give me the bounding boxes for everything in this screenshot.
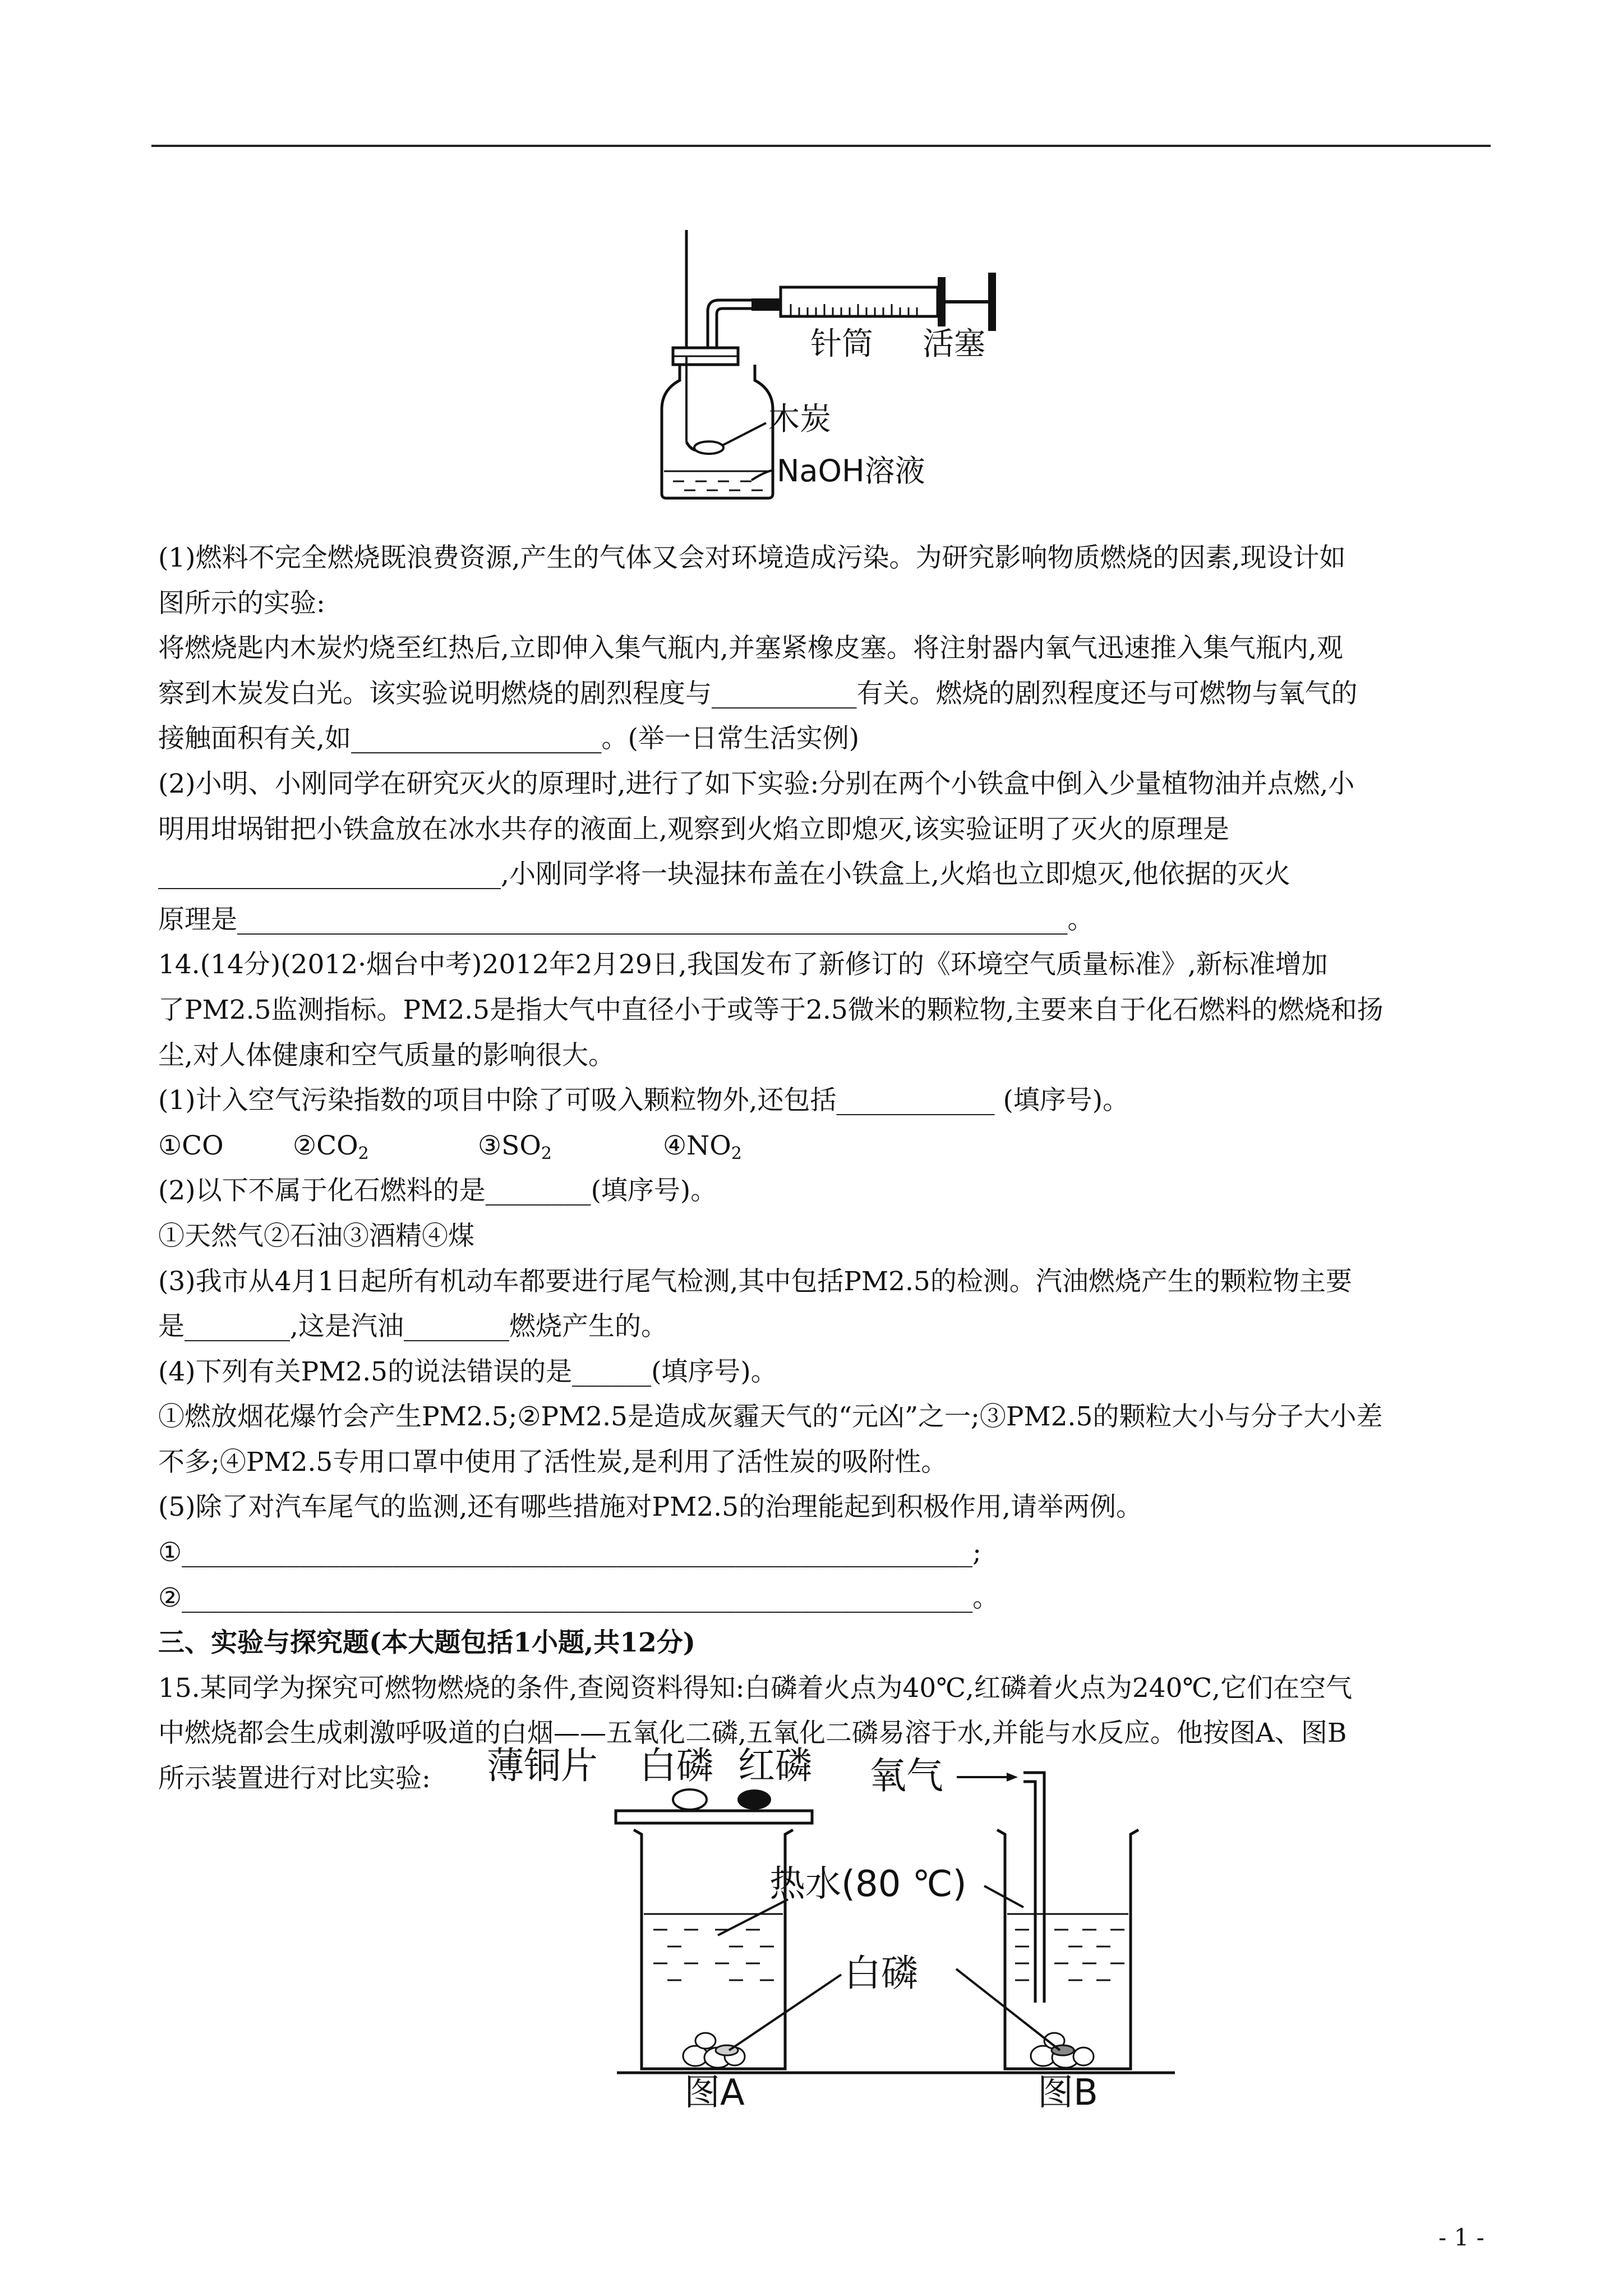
copper-sheet-label: 薄铜片 xyxy=(487,1745,598,1787)
syringe-label: 针筒 xyxy=(810,326,873,362)
option-co: ①CO xyxy=(158,1130,224,1161)
plunger-label: 活塞 xyxy=(923,326,985,362)
q13-p1-line2: 图所示的实验: xyxy=(158,587,325,619)
q14-sub3-line2: 是________,这是汽油________燃烧产生的。 xyxy=(158,1311,667,1342)
q14-sub4-line1: ①燃放烟花爆竹会产生PM2.5;②PM2.5是造成灰霾天气的“元凶”之一;③PM2.5的颗粒大小与分子大小差 xyxy=(158,1401,1383,1433)
q14-sub1-options xyxy=(158,1124,1496,1169)
q14-sub5-answer1: ①____________________________________________________________; xyxy=(158,1537,981,1568)
q13-p2-line1: (2)小明、小刚同学在研究灭火的原理时,进行了如下实验:分别在两个小铁盒中倒入少量植物油并点燃,小 xyxy=(158,768,1355,799)
hot-water-label: 热水(80 ℃) xyxy=(769,1864,967,1905)
q14-sub2: (2)以下不属于化石燃料的是________(填序号)。 xyxy=(158,1175,717,1207)
option-coal: ④煤 xyxy=(422,1220,474,1251)
q14-sub4: (4)下列有关PM2.5的说法错误的是______(填序号)。 xyxy=(158,1356,777,1387)
caption-figure-b: 图B xyxy=(1038,2072,1098,2109)
caption-figure-a: 图A xyxy=(684,2072,745,2109)
option-so2: $③SO_2$ xyxy=(478,1130,552,1163)
q15-line1: 15.某同学为探究可燃物燃烧的条件,查阅资料得知:白磷着火点为40℃,红磷着火点为240℃,它们在空气 xyxy=(158,1672,1353,1704)
white-phosphorus-label: 白磷 xyxy=(639,1745,713,1787)
q13-p1-line1: (1)燃料不完全燃烧既浪费资源,产生的气体又会对环境造成污染。为研究影响物质燃烧的因素,现设计如 xyxy=(158,542,1346,573)
figure-phosphorus-experiment xyxy=(482,1745,1189,2109)
q14-sub1: (1)计入空气污染指数的项目中除了可吸入颗粒物外,还包括____________ (填序号)。 xyxy=(158,1085,1129,1116)
q13-p1-line3: 将燃烧匙内木炭灼烧至红热后,立即伸入集气瓶内,并塞紧橡皮塞。将注射器内氧气迅速推入集气瓶内,观 xyxy=(158,633,1343,664)
white-phosphorus-bottom-label: 白磷 xyxy=(844,1952,918,1995)
option-alcohol: ③酒精 xyxy=(343,1220,422,1251)
section-heading: 三、实验与探究题(本大题包括1小题,共12分) xyxy=(158,1627,695,1659)
q14-sub5: (5)除了对汽车尾气的监测,还有哪些措施对PM2.5的治理能起到积极作用,请举两例。 xyxy=(158,1492,1142,1523)
q13-p1-line4: 察到木炭发白光。该实验说明燃烧的剧烈程度与___________有关。燃烧的剧烈程度还与可燃物与氧气的 xyxy=(158,678,1358,709)
option-petroleum: ②石油 xyxy=(264,1220,343,1251)
option-natural-gas: ①天然气 xyxy=(158,1220,264,1251)
option-co2: $②CO_2$ xyxy=(293,1130,369,1163)
question-text xyxy=(158,536,1496,1802)
q14-line2: 了PM2.5监测指标。PM2.5是指大气中直径小于或等于2.5微米的颗粒物,主要来自于化石燃料的燃烧和扬 xyxy=(158,994,1384,1025)
q13-p2-line2: 明用坩埚钳把小铁盒放在冰水共存的液面上,观察到火焰立即熄灭,该实验证明了灭火的原理是 xyxy=(158,813,1229,845)
q13-p1-line5: 接触面积有关,如___________________。(举一日常生活实例) xyxy=(158,723,860,754)
page-number: - 1 - xyxy=(1438,2224,1484,2251)
q15-line2: 中燃烧都会生成刺激呼吸道的白烟——五氧化二磷,五氧化二磷易溶于水,并能与水反应。他按图A、图B xyxy=(158,1718,1347,1749)
q14-line3: 尘,对人体健康和空气质量的影响很大。 xyxy=(158,1039,615,1071)
charcoal-label: 木炭 xyxy=(768,401,831,438)
figure-syringe-apparatus xyxy=(639,230,1032,510)
q14-sub2-options xyxy=(158,1214,1496,1259)
q13-p2-line4: 原理是_______________________________________________________________。 xyxy=(158,904,1094,935)
solution-label: NaOH溶液 xyxy=(777,453,925,489)
header-rule xyxy=(151,145,1491,147)
q14-sub5-answer2: ②____________________________________________________________。 xyxy=(158,1582,999,1613)
option-no2: $④NO_2$ xyxy=(663,1130,742,1163)
q14-line1: 14.(14分)(2012·烟台中考)2012年2月29日,我国发布了新修订的《环境空气质量标准》,新标准增加 xyxy=(158,949,1328,981)
q14-sub4-line2: 不多;④PM2.5专用口罩中使用了活性炭,是利用了活性炭的吸附性。 xyxy=(158,1446,948,1478)
q15-line3: 所示装置进行对比实验: xyxy=(158,1763,431,1795)
q14-sub3-line1: (3)我市从4月1日起所有机动车都要进行尾气检测,其中包括PM2.5的检测。汽油燃烧产生的颗粒物主要 xyxy=(158,1266,1352,1297)
red-phosphorus-label: 红磷 xyxy=(738,1745,812,1787)
q13-p2-line3: __________________________,小刚同学将一块湿抹布盖在小铁盒上,火焰也立即熄灭,他依据的灭火 xyxy=(158,859,1290,890)
oxygen-label: 氧气 xyxy=(869,1754,943,1797)
